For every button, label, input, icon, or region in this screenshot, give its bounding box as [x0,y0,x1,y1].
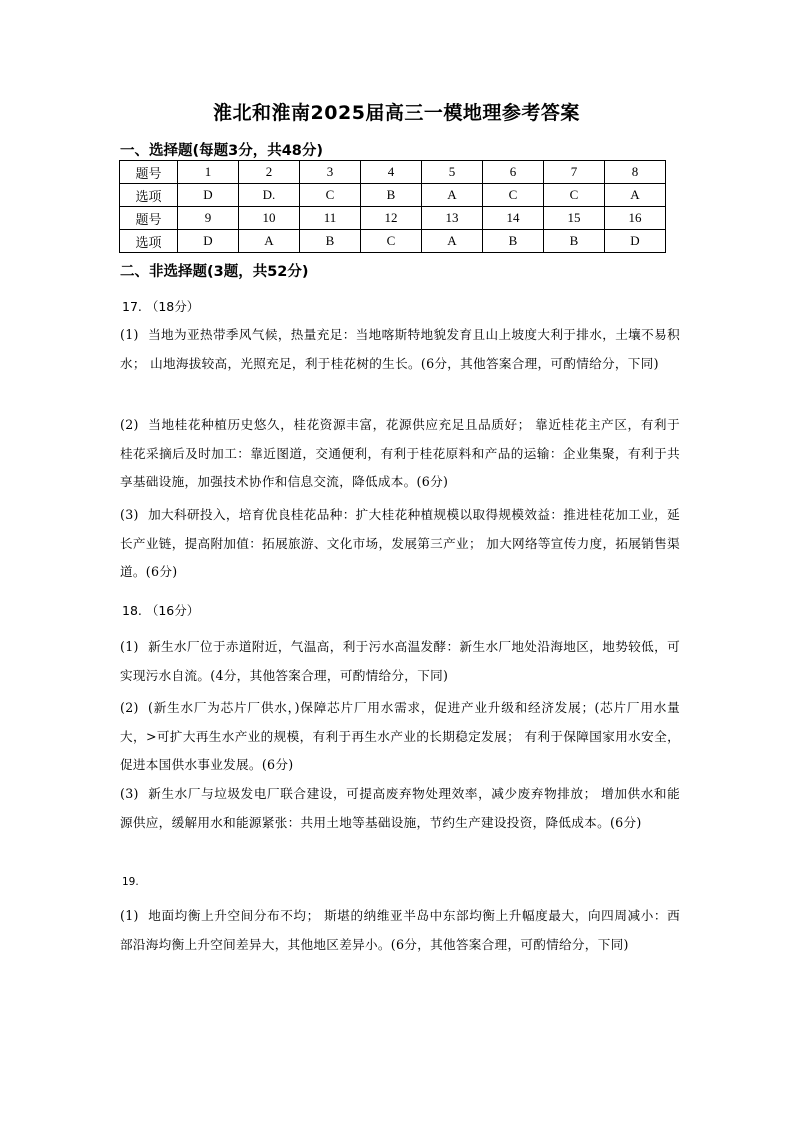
page-title: 淮北和淮南2025届高三一模地理参考答案 [213,102,580,124]
table-cell: C [483,184,544,207]
answer-text: 当地桂花种植历史悠久，桂花资源丰富，花源供应充足且品质好； 靠近桂花主产区，有利于桂花采摘后及时加工：靠近图道，交通便利，有利于桂花原料和产品的运输：企业集聚，有利于共享基础设施，加强技术协作和信息交流，降低成本。(6分) [120,417,680,489]
question-17-label: 17. （18分） [122,299,200,314]
table-cell: 2 [239,161,300,184]
table-row [120,184,666,207]
table-cell: A [422,184,483,207]
question-18-label: 18. （16分） [122,603,200,618]
table-cell: 7 [544,161,605,184]
part-number: (2) [120,417,139,432]
table-cell: 13 [422,207,483,230]
table-cell: 9 [178,207,239,230]
table-cell: B [544,230,605,253]
table-row [120,230,666,253]
table-cell: 5 [422,161,483,184]
table-cell: C [544,184,605,207]
table-cell: B [483,230,544,253]
table-cell: 选项 [120,184,178,207]
question-17-part-1 [120,321,680,378]
question-18-part-2 [120,694,680,780]
part-number: (1) [120,639,139,654]
question-19-label: 19. [122,876,139,888]
section-2-heading: 二、非选择题(3题，共52分) [120,264,309,280]
table-cell: 3 [300,161,361,184]
table-cell: 16 [605,207,666,230]
table-cell: D [605,230,666,253]
table-cell: 题号 [120,161,178,184]
table-cell: 4 [361,161,422,184]
table-cell: 12 [361,207,422,230]
table-cell: 6 [483,161,544,184]
table-cell: A [422,230,483,253]
table-cell: C [361,230,422,253]
question-17-part-3 [120,501,680,587]
table-cell: 10 [239,207,300,230]
table-cell: 14 [483,207,544,230]
answer-text: 当地为亚热带季风气候，热量充足：当地喀斯特地貌发育且山上坡度大利于排水，土壤不易积水； 山地海拔较高，光照充足，利于桂花树的生长。(6分，其他答案合理，可酌情给分，下同) [120,327,680,371]
table-cell: 选项 [120,230,178,253]
answer-text: 加大科研投入，培育优良桂花品种：扩大桂花种植规模以取得规模效益：推进桂花加工业，延长产业链，提高附加值：拓展旅游、文化市场，发展第三产业； 加大网络等宣传力度，拓展销售渠道。(6分) [120,507,680,579]
table-cell: 15 [544,207,605,230]
table-cell: A [239,230,300,253]
table-cell: D [178,230,239,253]
table-cell: C [300,184,361,207]
part-number: (3) [120,786,139,801]
table-row [120,207,666,230]
answer-text: 地面均衡上升空间分布不均； 斯堪的纳维亚半岛中东部均衡上升幅度最大，向四周减小：西部沿海均衡上升空间差异大，其他地区差异小。(6分，其他答案合理，可酌情给分，下同) [120,908,680,952]
part-number: (2) [120,700,139,715]
table-cell: A [605,184,666,207]
table-cell: 8 [605,161,666,184]
table-cell: B [300,230,361,253]
part-number: (3) [120,507,139,522]
table-cell: B [361,184,422,207]
table-row [120,161,666,184]
question-19-part-1 [120,902,680,959]
question-18-part-3 [120,780,680,837]
table-cell: D [178,184,239,207]
answer-text: 新生水厂与垃圾发电厂联合建设，可提高废弃物处理效率，减少废弃物排放； 增加供水和能源供应，缓解用水和能源紧张：共用土地等基础设施，节约生产建设投资，降低成本。(6分) [120,786,680,830]
answer-text: (新生水厂为芯片厂供水，)保障芯片厂用水需求，促进产业升级和经济发展；(芯片厂用水量大，>可扩大再生水产业的规模，有利于再生水产业的长期稳定发展； 有利于保障国家用水安全，促进本国供水事业发展。(6分) [120,700,680,772]
question-17-part-2 [120,411,680,497]
table-cell: D. [239,184,300,207]
section-1-heading: 一、选择题(每题3分，共48分) [120,143,324,159]
table-cell: 题号 [120,207,178,230]
table-cell: 1 [178,161,239,184]
table-cell: 11 [300,207,361,230]
question-18-part-1 [120,633,680,690]
answer-text: 新生水厂位于赤道附近，气温高，利于污水高温发酵：新生水厂地处沿海地区，地势较低，可实现污水自流。(4分，其他答案合理，可酌情给分，下同) [120,639,680,683]
part-number: (1) [120,327,139,342]
answer-table [119,160,666,253]
part-number: (1) [120,908,139,923]
